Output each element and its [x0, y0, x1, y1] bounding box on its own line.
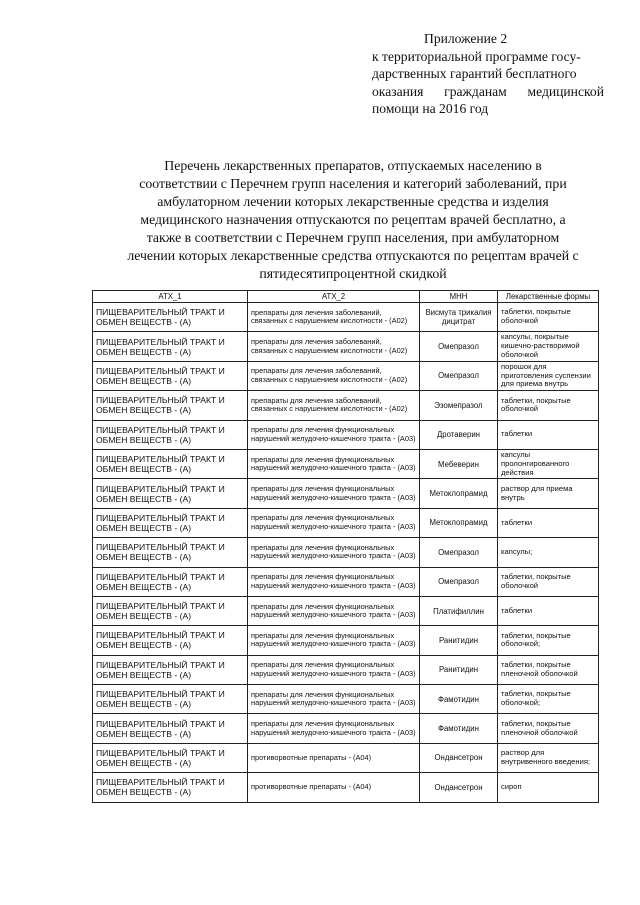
- table-row: [93, 714, 599, 743]
- cell-atx1: ПИЩЕВАРИТЕЛЬНЫЙ ТРАКТ И ОБМЕН ВЕЩЕСТВ - (А): [93, 538, 248, 567]
- title-line: Перечень лекарственных препаратов, отпускаемых населению в: [164, 158, 542, 173]
- cell-form: сироп: [498, 773, 599, 802]
- cell-form: таблетки: [498, 596, 599, 625]
- cell-form: капсулы, покрытые кишечно-растворимой оболочкой: [498, 332, 599, 361]
- annex-header: [372, 30, 604, 118]
- cell-atx1: ПИЩЕВАРИТЕЛЬНЫЙ ТРАКТ И ОБМЕН ВЕЩЕСТВ - (А): [93, 391, 248, 420]
- table-row: [93, 508, 599, 537]
- title-line: лечении которых лекарственные средства отпускаются по рецептам врачей с: [127, 248, 579, 263]
- cell-mnn: Омепразол: [420, 567, 498, 596]
- cell-mnn: Омепразол: [420, 361, 498, 390]
- cell-atx1: ПИЩЕВАРИТЕЛЬНЫЙ ТРАКТ И ОБМЕН ВЕЩЕСТВ - (А): [93, 449, 248, 478]
- cell-atx2: препараты для лечения функциональных нарушений желудочно-кишечного тракта - (А03): [248, 655, 420, 684]
- annex-line: [372, 83, 604, 101]
- table-row: [93, 449, 599, 478]
- cell-mnn: Ондансетрон: [420, 743, 498, 772]
- cell-form: таблетки, покрытые оболочкой: [498, 391, 599, 420]
- cell-atx1: ПИЩЕВАРИТЕЛЬНЫЙ ТРАКТ И ОБМЕН ВЕЩЕСТВ - (А): [93, 332, 248, 361]
- cell-form: таблетки: [498, 508, 599, 537]
- cell-form: таблетки, покрытые оболочкой: [498, 303, 599, 332]
- annex-line: дарственных гарантий бесплатного: [372, 66, 577, 81]
- cell-atx2: противорвотные препараты - (А04): [248, 743, 420, 772]
- title-line: соответствии с Перечнем групп населения и категорий заболеваний, при: [139, 176, 567, 191]
- cell-form: таблетки, покрытые оболочкой: [498, 567, 599, 596]
- cell-atx1: ПИЩЕВАРИТЕЛЬНЫЙ ТРАКТ И ОБМЕН ВЕЩЕСТВ - (А): [93, 626, 248, 655]
- header-forms: Лекарственные формы: [498, 291, 599, 303]
- table-row: [93, 773, 599, 802]
- table-row: [93, 303, 599, 332]
- annex-line: к территориальной программе госу-: [372, 48, 581, 64]
- cell-mnn: Эзомепразол: [420, 391, 498, 420]
- cell-atx1: ПИЩЕВАРИТЕЛЬНЫЙ ТРАКТ И ОБМЕН ВЕЩЕСТВ - (А): [93, 685, 248, 714]
- annex-line: помощи на 2016 год: [372, 101, 489, 116]
- cell-form: раствор для приема внутрь: [498, 479, 599, 508]
- title-line: медицинского назначения отпускаются по рецептам врачей бесплатно, а: [140, 212, 566, 227]
- annex-word: гражданам: [444, 83, 507, 99]
- title-line: пятидесятипроцентной скидкой: [259, 266, 447, 281]
- header-mnn: МНН: [420, 291, 498, 303]
- cell-atx2: препараты для лечения функциональных нарушений желудочно-кишечного тракта - (А03): [248, 508, 420, 537]
- cell-mnn: Ранитидин: [420, 626, 498, 655]
- cell-atx1: ПИЩЕВАРИТЕЛЬНЫЙ ТРАКТ И ОБМЕН ВЕЩЕСТВ - (А): [93, 508, 248, 537]
- cell-atx2: препараты для лечения функциональных нарушений желудочно-кишечного тракта - (А03): [248, 596, 420, 625]
- title-line: амбулаторном лечении которых лекарственные средства и изделия: [157, 194, 549, 209]
- table-row: [93, 391, 599, 420]
- cell-atx1: ПИЩЕВАРИТЕЛЬНЫЙ ТРАКТ И ОБМЕН ВЕЩЕСТВ - (А): [93, 655, 248, 684]
- cell-mnn: Омепразол: [420, 538, 498, 567]
- cell-atx2: препараты для лечения функциональных нарушений желудочно-кишечного тракта - (А03): [248, 714, 420, 743]
- annex-word: оказания: [372, 83, 424, 99]
- cell-mnn: Мебеверин: [420, 449, 498, 478]
- cell-atx1: ПИЩЕВАРИТЕЛЬНЫЙ ТРАКТ И ОБМЕН ВЕЩЕСТВ - (А): [93, 596, 248, 625]
- annex-number: Приложение 2: [424, 31, 508, 46]
- table-row: [93, 420, 599, 449]
- cell-atx1: ПИЩЕВАРИТЕЛЬНЫЙ ТРАКТ И ОБМЕН ВЕЩЕСТВ - (А): [93, 567, 248, 596]
- cell-atx1: ПИЩЕВАРИТЕЛЬНЫЙ ТРАКТ И ОБМЕН ВЕЩЕСТВ - (А): [93, 743, 248, 772]
- cell-mnn: Ранитидин: [420, 655, 498, 684]
- cell-form: раствор для внутривенного введения;: [498, 743, 599, 772]
- cell-atx1: ПИЩЕВАРИТЕЛЬНЫЙ ТРАКТ И ОБМЕН ВЕЩЕСТВ - (А): [93, 420, 248, 449]
- cell-mnn: Фамотидин: [420, 714, 498, 743]
- cell-mnn: Фамотидин: [420, 685, 498, 714]
- cell-atx1: ПИЩЕВАРИТЕЛЬНЫЙ ТРАКТ И ОБМЕН ВЕЩЕСТВ - (А): [93, 361, 248, 390]
- cell-mnn: Ондансетрон: [420, 773, 498, 802]
- cell-atx2: препараты для лечения функциональных нарушений желудочно-кишечного тракта - (А03): [248, 420, 420, 449]
- cell-atx1: ПИЩЕВАРИТЕЛЬНЫЙ ТРАКТ И ОБМЕН ВЕЩЕСТВ - (А): [93, 303, 248, 332]
- cell-atx2: препараты для лечения заболеваний, связанных с нарушением кислотности - (А02): [248, 391, 420, 420]
- cell-atx2: препараты для лечения функциональных нарушений желудочно-кишечного тракта - (А03): [248, 449, 420, 478]
- cell-mnn: Платифиллин: [420, 596, 498, 625]
- cell-mnn: Метоклопрамид: [420, 508, 498, 537]
- cell-atx1: ПИЩЕВАРИТЕЛЬНЫЙ ТРАКТ И ОБМЕН ВЕЩЕСТВ - (А): [93, 714, 248, 743]
- table-row: [93, 743, 599, 772]
- cell-atx2: препараты для лечения функциональных нарушений желудочно-кишечного тракта - (А03): [248, 685, 420, 714]
- cell-mnn: Метоклопрамид: [420, 479, 498, 508]
- drug-table: [92, 290, 599, 803]
- cell-atx2: препараты для лечения заболеваний, связанных с нарушением кислотности - (А02): [248, 361, 420, 390]
- table-row: [93, 567, 599, 596]
- annex-word: медицинской: [527, 83, 604, 99]
- table-row: [93, 332, 599, 361]
- table-row: [93, 626, 599, 655]
- cell-form: капсулы;: [498, 538, 599, 567]
- table-row: [93, 655, 599, 684]
- cell-atx2: препараты для лечения заболеваний, связанных с нарушением кислотности - (А02): [248, 303, 420, 332]
- header-atx1: АТХ_1: [93, 291, 248, 303]
- cell-atx2: препараты для лечения функциональных нарушений желудочно-кишечного тракта - (А03): [248, 567, 420, 596]
- cell-form: таблетки, покрытые оболочкой;: [498, 685, 599, 714]
- cell-form: таблетки, покрытые оболочкой;: [498, 626, 599, 655]
- table-row: [93, 685, 599, 714]
- cell-form: таблетки, покрытые пленочной оболочкой: [498, 714, 599, 743]
- document-title: [96, 157, 610, 283]
- table-row: [93, 596, 599, 625]
- cell-form: капсулы пролонгированного действия: [498, 449, 599, 478]
- title-line: также в соответствии с Перечнем групп населения, при амбулаторном: [146, 230, 560, 245]
- cell-mnn: Висмута трикалия дицитрат: [420, 303, 498, 332]
- cell-atx1: ПИЩЕВАРИТЕЛЬНЫЙ ТРАКТ И ОБМЕН ВЕЩЕСТВ - (А): [93, 479, 248, 508]
- cell-form: порошок для приготовления суспензии для приема внутрь: [498, 361, 599, 390]
- table-row: [93, 538, 599, 567]
- table-row: [93, 479, 599, 508]
- cell-atx2: препараты для лечения заболеваний, связанных с нарушением кислотности - (А02): [248, 332, 420, 361]
- cell-form: таблетки: [498, 420, 599, 449]
- cell-atx2: препараты для лечения функциональных нарушений желудочно-кишечного тракта - (А03): [248, 626, 420, 655]
- cell-atx2: препараты для лечения функциональных нарушений желудочно-кишечного тракта - (А03): [248, 538, 420, 567]
- cell-mnn: Омепразол: [420, 332, 498, 361]
- cell-mnn: Дротаверин: [420, 420, 498, 449]
- cell-atx2: противорвотные препараты - (А04): [248, 773, 420, 802]
- header-atx2: АТХ_2: [248, 291, 420, 303]
- table-header-row: [93, 291, 599, 303]
- cell-form: таблетки, покрытые пленочной оболочкой: [498, 655, 599, 684]
- cell-atx1: ПИЩЕВАРИТЕЛЬНЫЙ ТРАКТ И ОБМЕН ВЕЩЕСТВ - (А): [93, 773, 248, 802]
- table-row: [93, 361, 599, 390]
- cell-atx2: препараты для лечения функциональных нарушений желудочно-кишечного тракта - (А03): [248, 479, 420, 508]
